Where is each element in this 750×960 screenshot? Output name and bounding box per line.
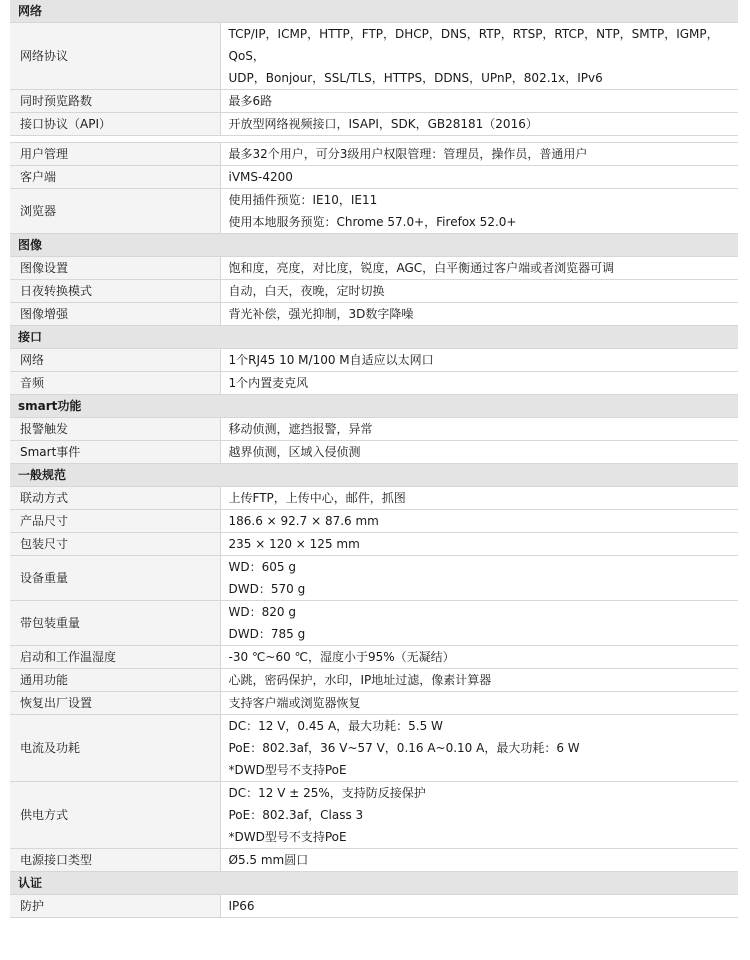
spec-value xyxy=(220,646,738,669)
spec-row xyxy=(10,669,738,692)
spec-label: 音频 xyxy=(10,372,220,395)
spec-label: 启动和工作温湿度 xyxy=(10,646,220,669)
spec-value xyxy=(220,782,738,849)
spec-row xyxy=(10,23,738,90)
spec-value xyxy=(220,372,738,395)
spec-row xyxy=(10,303,738,326)
spec-value xyxy=(220,533,738,556)
spec-value-line: 使用本地服务预览：Chrome 57.0+，Firefox 52.0+ xyxy=(228,215,517,229)
spec-value-line: 越界侦测，区域入侵侦测 xyxy=(228,445,361,459)
spec-row xyxy=(10,143,738,166)
spec-value-line: 开放型网络视频接口，ISAPI，SDK，GB28181（2016） xyxy=(228,117,538,131)
spec-value-line: 1个内置麦克风 xyxy=(228,376,309,390)
spec-value xyxy=(220,303,738,326)
spec-value-line: WD：605 g xyxy=(228,560,296,574)
spec-label: 用户管理 xyxy=(10,143,220,166)
spec-value xyxy=(220,715,738,782)
spec-value-line: Ø5.5 mm圆口 xyxy=(228,853,309,867)
spec-value xyxy=(220,692,738,715)
spec-row xyxy=(10,895,738,918)
spec-value-line: 心跳，密码保护，水印，IP地址过滤，像素计算器 xyxy=(228,673,492,687)
spec-label: 设备重量 xyxy=(10,556,220,601)
row-gap xyxy=(10,136,738,143)
spec-value-line: DC：12 V，0.45 A，最大功耗：5.5 W xyxy=(228,719,443,733)
spec-value-line: 186.6 × 92.7 × 87.6 mm xyxy=(228,514,379,528)
spec-value xyxy=(220,669,738,692)
spec-value-line: *DWD型号不支持PoE xyxy=(228,763,347,777)
section-header-row xyxy=(10,0,738,23)
spec-value xyxy=(220,280,738,303)
spec-row xyxy=(10,601,738,646)
spec-label: 网络 xyxy=(10,349,220,372)
spec-value-line: UDP，Bonjour，SSL/TLS，HTTPS，DDNS，UPnP，802.1x，IPv6 xyxy=(228,71,603,85)
spec-row xyxy=(10,257,738,280)
spec-value-line: *DWD型号不支持PoE xyxy=(228,830,347,844)
spec-row xyxy=(10,189,738,234)
spec-value xyxy=(220,510,738,533)
spec-value xyxy=(220,189,738,234)
spec-value-line: DWD：785 g xyxy=(228,627,306,641)
spec-label: 防护 xyxy=(10,895,220,918)
spec-row xyxy=(10,349,738,372)
spec-label: 浏览器 xyxy=(10,189,220,234)
spec-value-line: 上传FTP，上传中心，邮件，抓图 xyxy=(228,491,406,505)
spec-value-line: -30 ℃~60 ℃，湿度小于95%（无凝结） xyxy=(228,650,455,664)
spec-label: 带包装重量 xyxy=(10,601,220,646)
spec-label: 日夜转换模式 xyxy=(10,280,220,303)
spec-row xyxy=(10,90,738,113)
spec-value-line: 自动，白天，夜晚，定时切换 xyxy=(228,284,385,298)
section-title: 网络 xyxy=(10,0,738,23)
spec-value-line: PoE：802.3af，Class 3 xyxy=(228,808,364,822)
spec-label: 图像增强 xyxy=(10,303,220,326)
spec-value-line: 支持客户端或浏览器恢复 xyxy=(228,696,361,710)
spec-value-line: 移动侦测，遮挡报警，异常 xyxy=(228,422,373,436)
spec-label: 恢复出厂设置 xyxy=(10,692,220,715)
spec-label: 客户端 xyxy=(10,166,220,189)
spec-value-line: DWD：570 g xyxy=(228,582,306,596)
spec-label: 通用功能 xyxy=(10,669,220,692)
spec-value xyxy=(220,895,738,918)
section-header-row xyxy=(10,395,738,418)
spec-value xyxy=(220,849,738,872)
spec-value xyxy=(220,418,738,441)
spec-label: Smart事件 xyxy=(10,441,220,464)
section-header-row xyxy=(10,234,738,257)
spec-value xyxy=(220,143,738,166)
spec-value-line: WD：820 g xyxy=(228,605,296,619)
spec-value xyxy=(220,556,738,601)
spec-value xyxy=(220,487,738,510)
section-header-row xyxy=(10,326,738,349)
spec-row xyxy=(10,510,738,533)
section-title: 认证 xyxy=(10,872,738,895)
spec-row xyxy=(10,166,738,189)
spec-value-line: 最多32个用户，可分3级用户权限管理：管理员，操作员，普通用户 xyxy=(228,147,588,161)
spec-value-line: 235 × 120 × 125 mm xyxy=(228,537,360,551)
spec-value-line: PoE：802.3af，36 V~57 V，0.16 A~0.10 A，最大功耗：6 W xyxy=(228,741,580,755)
spec-label: 图像设置 xyxy=(10,257,220,280)
spec-label: 供电方式 xyxy=(10,782,220,849)
spec-value-line: 1个RJ45 10 M/100 M自适应以太网口 xyxy=(228,353,434,367)
spec-row xyxy=(10,556,738,601)
spec-row xyxy=(10,782,738,849)
spec-row xyxy=(10,715,738,782)
section-title: 一般规范 xyxy=(10,464,738,487)
spec-value xyxy=(220,90,738,113)
spec-label: 报警触发 xyxy=(10,418,220,441)
spec-value-line: 背光补偿，强光抑制，3D数字降噪 xyxy=(228,307,414,321)
spec-label: 电源接口类型 xyxy=(10,849,220,872)
spec-value-line: TCP/IP，ICMP，HTTP，FTP，DHCP，DNS，RTP，RTSP，RTCP，NTP，SMTP，IGMP，QoS， xyxy=(228,27,719,63)
spec-row xyxy=(10,441,738,464)
spec-row xyxy=(10,646,738,669)
spec-value xyxy=(220,349,738,372)
section-title: smart功能 xyxy=(10,395,738,418)
spec-label: 产品尺寸 xyxy=(10,510,220,533)
spec-label: 接口协议（API） xyxy=(10,113,220,136)
spec-label: 电流及功耗 xyxy=(10,715,220,782)
spec-value xyxy=(220,441,738,464)
spec-row xyxy=(10,533,738,556)
spec-row xyxy=(10,487,738,510)
spec-value-line: IP66 xyxy=(228,899,255,913)
spec-row xyxy=(10,280,738,303)
spec-value xyxy=(220,601,738,646)
section-title: 图像 xyxy=(10,234,738,257)
spec-row xyxy=(10,849,738,872)
spec-value xyxy=(220,23,738,90)
spec-row xyxy=(10,372,738,395)
spec-row xyxy=(10,418,738,441)
spec-label: 同时预览路数 xyxy=(10,90,220,113)
spec-row xyxy=(10,113,738,136)
spec-value xyxy=(220,113,738,136)
section-header-row xyxy=(10,872,738,895)
spec-table-body xyxy=(10,0,738,918)
spec-value-line: 使用插件预览：IE10，IE11 xyxy=(228,193,378,207)
spec-label: 联动方式 xyxy=(10,487,220,510)
section-title: 接口 xyxy=(10,326,738,349)
spec-value xyxy=(220,166,738,189)
spec-label: 包装尺寸 xyxy=(10,533,220,556)
spec-row xyxy=(10,692,738,715)
spec-value-line: DC：12 V ± 25%，支持防反接保护 xyxy=(228,786,426,800)
spec-value-line: 最多6路 xyxy=(228,94,273,108)
spec-table xyxy=(10,0,738,918)
spec-value xyxy=(220,257,738,280)
section-header-row xyxy=(10,464,738,487)
spec-value-line: iVMS-4200 xyxy=(228,170,293,184)
spec-label: 网络协议 xyxy=(10,23,220,90)
spec-value-line: 饱和度，亮度，对比度，锐度，AGC，白平衡通过客户端或者浏览器可调 xyxy=(228,261,615,275)
